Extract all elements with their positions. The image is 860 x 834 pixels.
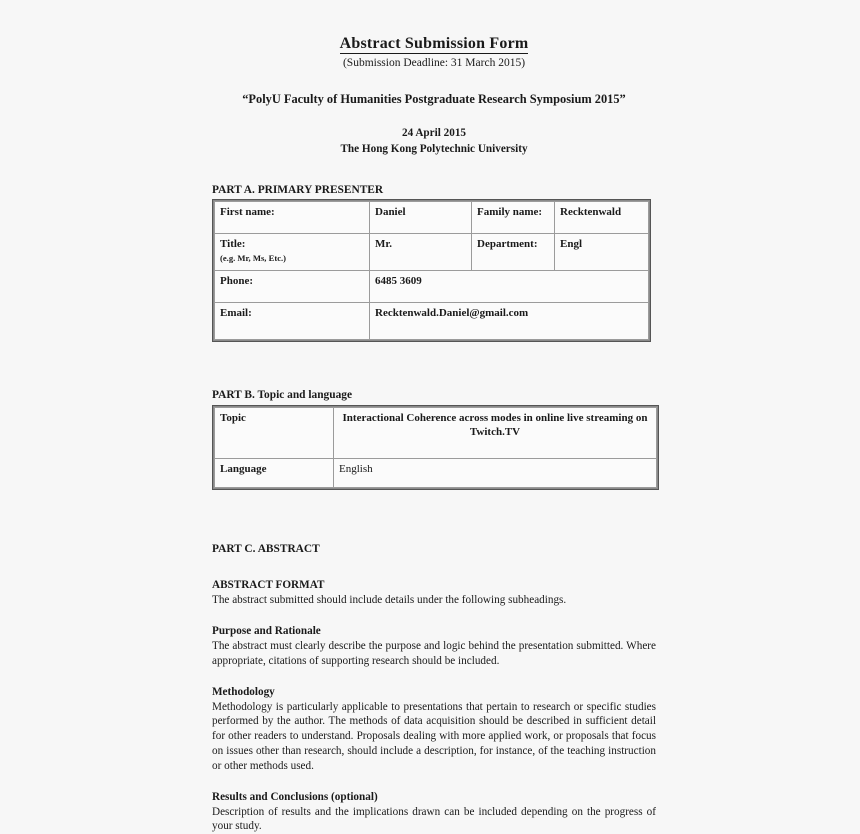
title-label: [215, 234, 370, 271]
abstract-format-text: The abstract submitted should include details under the following subheadings.: [212, 594, 567, 607]
table-row: [215, 303, 649, 340]
purpose-rationale-heading: Purpose and Rationale: [212, 624, 321, 637]
methodology-text: Methodology is particularly applicable to presentations that pertain to research or specific studies performed by the author. The methods of data acquisition should be described in sufficient detail for other readers to understand. Proposals dealing with more applied work, or proposals that focus on issues other than research, should include a description, for instance, of the teaching instruction or other methods used.: [212, 700, 656, 772]
table-row: [215, 408, 657, 459]
topic-language-table: [214, 407, 657, 488]
methodology-block: [212, 685, 656, 774]
methodology-heading: Methodology: [212, 685, 275, 698]
family-name-value[interactable]: Recktenwald: [555, 202, 649, 234]
topic-value[interactable]: Interactional Coherence across modes in online live streaming on Twitch.TV: [334, 408, 657, 459]
event-location: The Hong Kong Polytechnic University: [340, 143, 528, 156]
abstract-format-heading: ABSTRACT FORMAT: [212, 579, 325, 591]
email-value[interactable]: Recktenwald.Daniel@gmail.com: [370, 303, 649, 340]
title-value[interactable]: Mr.: [370, 234, 472, 271]
table-row: [215, 271, 649, 303]
purpose-rationale-text: The abstract must clearly describe the purpose and logic behind the presentation submitted. Where appropriate, citations of supporting research should be included.: [212, 640, 656, 667]
page-title-text: Abstract Submission Form: [339, 35, 529, 52]
phone-label: Phone:: [215, 271, 370, 303]
department-label: Department:: [472, 234, 555, 271]
title-label-note: (e.g. Mr, Ms, Etc.): [220, 252, 287, 263]
abstract-format-block: [212, 578, 656, 608]
purpose-rationale-block: [212, 624, 656, 669]
table-row: [215, 459, 657, 488]
table-row: [215, 202, 649, 234]
email-label: Email:: [215, 303, 370, 340]
submission-deadline: (Submission Deadline: 31 March 2015): [342, 57, 526, 69]
symposium-name: “PolyU Faculty of Humanities Postgraduate Research Symposium 2015”: [242, 91, 626, 106]
results-conclusions-heading: Results and Conclusions (optional): [212, 790, 378, 803]
topic-label: Topic: [215, 408, 334, 459]
part-a-heading: PART A. PRIMARY PRESENTER: [212, 183, 384, 196]
document-content: [212, 34, 656, 834]
phone-value[interactable]: 6485 3609: [370, 271, 649, 303]
title-label-text: Title:: [220, 238, 246, 251]
part-b-heading: PART B. Topic and language: [212, 389, 353, 402]
part-a-section: [212, 183, 656, 348]
results-conclusions-text: Description of results and the implications drawn can be included depending on the progress of your study.: [212, 805, 656, 833]
part-c-section: [212, 542, 656, 834]
first-name-label: First name:: [215, 202, 370, 234]
language-value[interactable]: English: [334, 459, 657, 488]
first-name-value[interactable]: Daniel: [370, 202, 472, 234]
part-b-section: [212, 388, 656, 495]
event-date: 24 April 2015: [401, 127, 467, 140]
family-name-label: Family name:: [472, 202, 555, 234]
primary-presenter-table: [214, 201, 649, 340]
language-label: Language: [215, 459, 334, 488]
part-c-heading: PART C. ABSTRACT: [212, 543, 320, 556]
table-row: [215, 234, 649, 271]
part-a-table-frame: [212, 199, 651, 342]
results-conclusions-block: [212, 790, 656, 834]
department-value[interactable]: Engl: [555, 234, 649, 271]
page-title: [212, 34, 656, 54]
part-b-table-frame: [212, 405, 659, 490]
